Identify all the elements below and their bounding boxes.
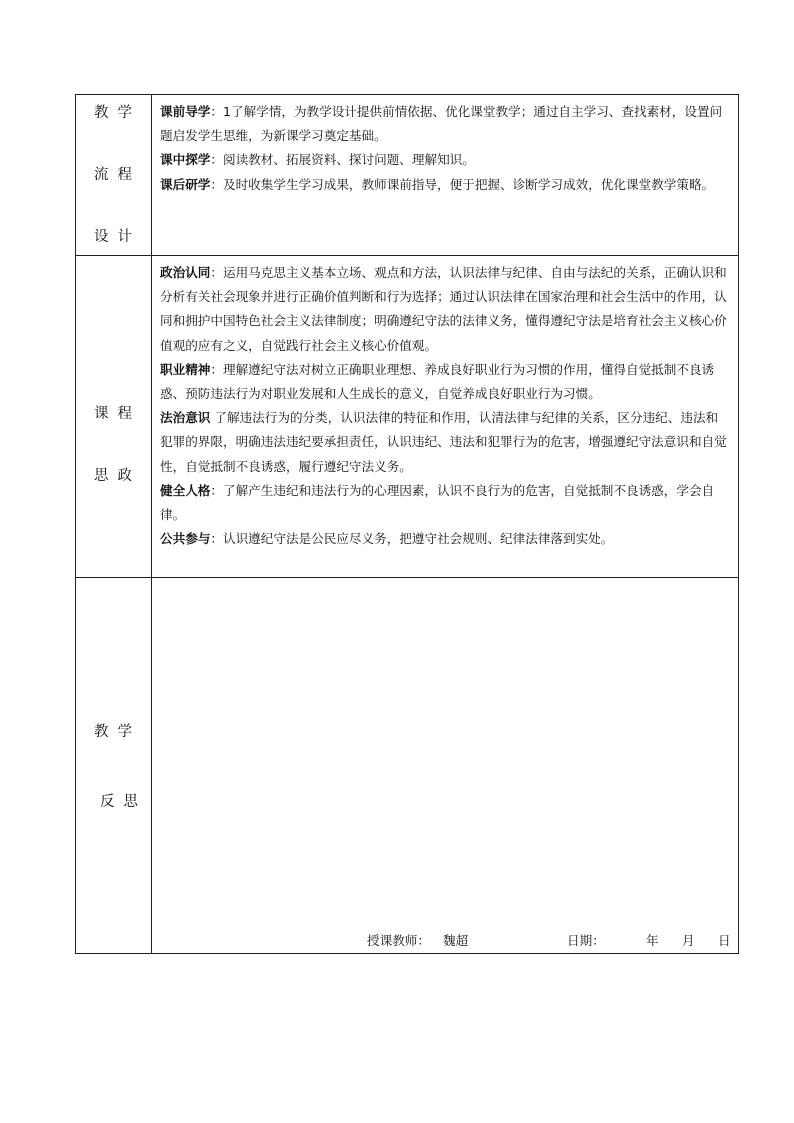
label-process-line3: 设计 xyxy=(94,229,141,245)
label-ideology-line2: 思政 xyxy=(94,468,141,484)
ideology-professional: 职业精神：理解遵纪守法对树立正确职业理想、养成良好职业行为习惯的作用，懂得自觉抵制不良诱惑、预防违法行为对职业发展和人生成长的意义，自觉养成良好职业行为习惯。 xyxy=(160,361,715,402)
row-teaching-reflection xyxy=(76,578,739,954)
date-day: 日 xyxy=(718,933,731,948)
ideology-political: 政治认同：运用马克思主义基本立场、观点和方法，认识法律与纪律、自由与法纪的关系，正确认识和分析有关社会现象并进行正确价值判断和行为选择；通过认识法律在国家治理和社会生活中的作用，认同和拥护中国特色社会主义法律制度；明确遵纪守法的法律义务，懂得遵纪守法是培育社会主义核心价值观的应有之义，自觉践行社会主义核心价值观。 xyxy=(160,265,727,353)
label-ideology-line1: 课程 xyxy=(94,406,141,422)
label-process-line2: 流程 xyxy=(94,167,141,183)
teacher-name: 魏超 xyxy=(443,933,469,948)
date-label: 日期： xyxy=(567,933,605,948)
label-process-line1: 教学 xyxy=(94,105,141,121)
ideology-personality: 健全人格：了解产生违纪和违法行为的心理因素，认识不良行为的危害，自觉抵制不良诱惑，学会自律。 xyxy=(160,482,715,523)
content-cell-reflection[interactable] xyxy=(152,578,739,954)
date-year: 年 xyxy=(646,933,659,948)
teacher-label: 授课教师： xyxy=(367,933,430,948)
process-item-pre: 课前导学：1了解学情，为教学设计提供前情依据、优化课堂教学；通过自主学习、查找素材，设置问题启发学生思维，为新课学习奠定基础。 xyxy=(160,104,723,144)
signature-line xyxy=(152,927,738,951)
lesson-plan-table xyxy=(75,94,739,954)
row-teaching-process xyxy=(76,95,739,256)
label-reflection-line2: 反思 xyxy=(100,794,147,810)
label-reflection-line1: 教学 xyxy=(94,724,141,740)
label-cell-process xyxy=(76,95,152,256)
content-cell-ideology xyxy=(152,256,739,578)
ideology-legal: 法治意识 了解违法行为的分类，认识法律的特征和作用，认清法律与纪律的关系，区分违纪、违法和犯罪的界限，明确违法违纪要承担责任，认识违纪、违法和犯罪行为的危害，增强遵纪守法意识和自觉性，自觉抵制不良诱惑，履行遵纪守法义务。 xyxy=(160,410,727,474)
content-cell-process xyxy=(152,95,739,256)
row-course-ideology xyxy=(76,256,739,578)
process-item-in: 课中探学：阅读教材、拓展资料、探讨问题、理解知识。 xyxy=(160,152,475,168)
label-cell-reflection xyxy=(76,578,152,954)
process-item-post: 课后研学：及时收集学生学习成果，教师课前指导，便于把握、诊断学习成效，优化课堂教学策略。 xyxy=(160,176,715,192)
date-month: 月 xyxy=(682,933,695,948)
ideology-public: 公共参与：认识遵纪守法是公民应尽义务，把遵守社会规则、纪律法律落到实处。 xyxy=(160,531,614,547)
label-cell-ideology xyxy=(76,256,152,578)
